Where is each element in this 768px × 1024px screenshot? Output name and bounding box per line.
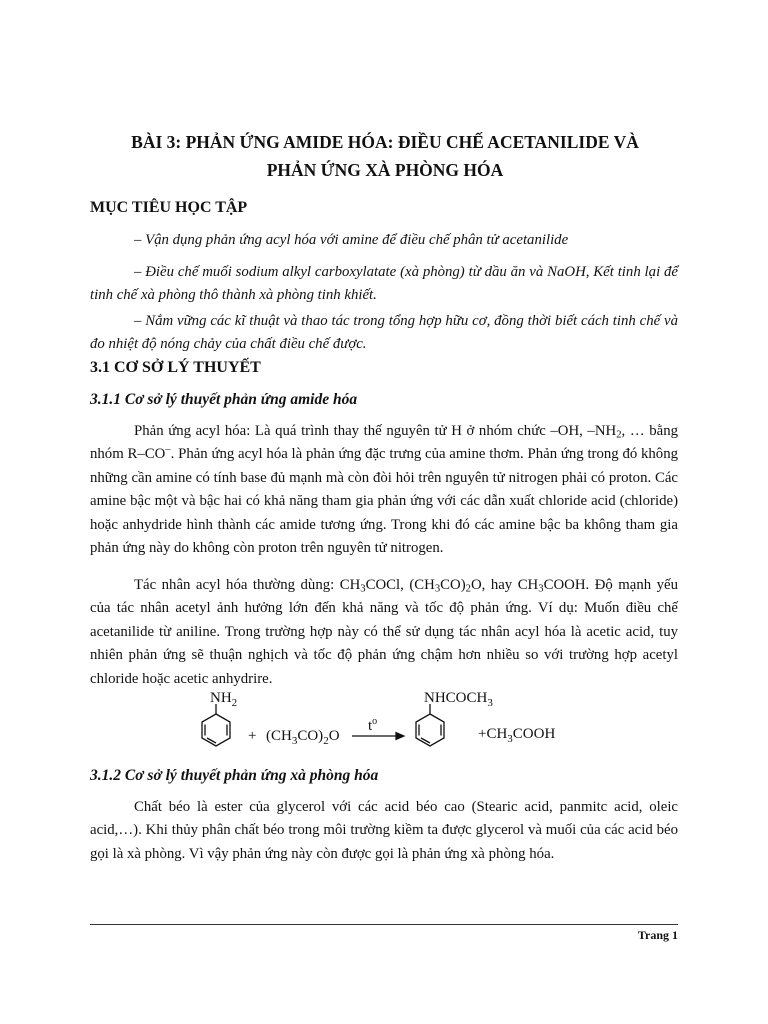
benzene-ring-icon [416, 704, 444, 746]
amine-group-label: $NH_2$ [210, 690, 238, 709]
objective-item-1: – Vận dụng phản ứng acyl hóa với amine để điều chế phân tử acetanilide [134, 232, 569, 248]
objective-item-2: – Điều chế muối sodium alkyl carboxylatate (xà phòng) từ dầu ăn và NaOH, Kết tinh lại để tinh chế xà phòng thô thành xà phòng tinh khiết. [90, 264, 678, 304]
paragraph-acylation: Phản ứng acyl hóa: Là quá trình thay thế nguyên tử H ở nhóm chức –OH, $-NH_2$, … bằng nhóm R–CO–. Phản ứng acyl hóa là phản ứng đặc trưng của amine thơm. Phản ứng trong đó không những cần amine có tính base đủ mạnh mà còn đòi hỏi trên nguyên tử nitrogen phải có proton. Các amine bậc một và bậc hai có khả năng tham gia phản ứng với các dẫn xuất chloride acid (chloride) hoặc anhydride hình thành các amide tương ứng. Trong khi đó các amine bậc ba không tham gia phản ứng này do không còn proton trên nguyên tử nitrogen. [90, 423, 678, 557]
acetic-anhydride-label: $(CH_3CO)_2O$ [266, 728, 340, 747]
subsection-heading-amide: 3.1.1 Cơ sở lý thuyết phản ứng amide hóa [90, 391, 358, 408]
reaction-diagram [190, 690, 610, 752]
lesson-title [90, 128, 680, 184]
reaction-arrow-icon [352, 733, 404, 740]
subsection-heading-saponification: 3.1.2 Cơ sở lý thuyết phản ứng xà phòng hóa [90, 767, 379, 784]
heat-condition-label: $t^o$ [368, 716, 378, 734]
footer-divider [90, 924, 678, 925]
amide-group-label: $NHCOCH_3$ [424, 690, 493, 709]
acetanilide-reaction-scheme [190, 690, 610, 752]
paragraph-saponification: Chất béo là ester của glycerol với các acid béo cao (Stearic acid, panmitc acid, oleic acid,…). Khi thủy phân chất béo trong môi trường kiềm ta được glycerol và muối của các acid béo gọi là xà phòng. Vì vậy phản ứng này còn được gọi là phản ứng xà phòng hóa. [90, 799, 678, 862]
page-number: Trang 1 [637, 928, 678, 942]
objectives-heading: MỤC TIÊU HỌC TẬP [90, 199, 248, 216]
benzene-ring-icon [202, 704, 230, 746]
paragraph-acyl-agents: Tác nhân acyl hóa thường dùng: $CH_3COCl$, $(CH_3CO)_2O$, hay $CH_3COOH$. Độ mạnh yếu của tác nhân acetyl ảnh hưởng lớn đến khả năng và tốc độ phản ứng. Ví dụ: Muốn điều chế acetanilide từ aniline. Trong trường hợp này có thể sử dụng tác nhân acyl hóa là acetic acid, tuy nhiên phản ứng sẽ thuận nghịch và tốc độ phản ứng chậm hơn nhiều so với trường hợp acetyl chloride hoặc acetic anhydrire. [90, 577, 678, 687]
plus-sign: + [248, 728, 257, 744]
objective-item-3: – Nắm vững các kĩ thuật và thao tác trong tổng hợp hữu cơ, đồng thời biết cách tinh chế và đo nhiệt độ nóng chảy của chất điều chế được. [90, 313, 678, 353]
acetic-acid-label: $+CH_3COOH$ [478, 726, 556, 745]
lesson-title-line-2: PHẢN ỨNG XÀ PHÒNG HÓA [266, 160, 504, 180]
lesson-title-line-1: BÀI 3: PHẢN ỨNG AMIDE HÓA: ĐIỀU CHẾ ACETANILIDE VÀ [131, 132, 639, 152]
theory-heading: 3.1 CƠ SỞ LÝ THUYẾT [90, 359, 261, 376]
